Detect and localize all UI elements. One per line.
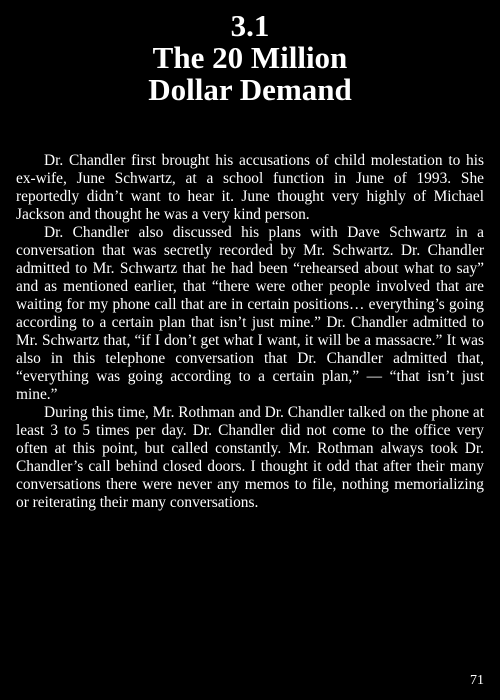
body-text bbox=[16, 152, 484, 512]
paragraph-1: Dr. Chandler first brought his accusations of child molestation to his ex-wife, June Schwartz, at a school function in June of 1993. She reportedly didn’t want to hear it. June thought very highly of Michael Jackson and thought he was a very kind person. bbox=[16, 152, 484, 223]
section-number: 3.1 bbox=[230, 8, 270, 43]
chapter-heading bbox=[0, 10, 500, 106]
section-title-line-2: Dollar Demand bbox=[148, 72, 352, 107]
paragraph-3: During this time, Mr. Rothman and Dr. Chandler talked on the phone at least 3 to 5 times per day. Dr. Chandler did not come to the office very often at this point, but called constantly. Mr. Rothman always took Dr. Chandler’s call behind closed doors. I thought it odd that after their many conversations there were never any memos to file, nothing memorializing or reiterating their many conversations. bbox=[16, 404, 484, 511]
page-number: 71 bbox=[470, 673, 484, 688]
paragraph-2: Dr. Chandler also discussed his plans with Dave Schwartz in a conversation that was secretly recorded by Mr. Schwartz. Dr. Chandler admitted to Mr. Schwartz that he had been “rehearsed about what to say” and as mentioned earlier, that “there were other people involved that are waiting for my phone call that are in certain positions… everything’s going according to a certain plan that isn’t just mine.” Dr. Chandler admitted to Mr. Schwartz that, “if I don’t get what I want, it will be a massacre.” It was also in this telephone conversation that Dr. Chandler admitted that, “everything was going according to a certain plan,” — “that isn’t just mine.” bbox=[16, 224, 484, 403]
section-title-line-1: The 20 Million bbox=[152, 40, 348, 75]
